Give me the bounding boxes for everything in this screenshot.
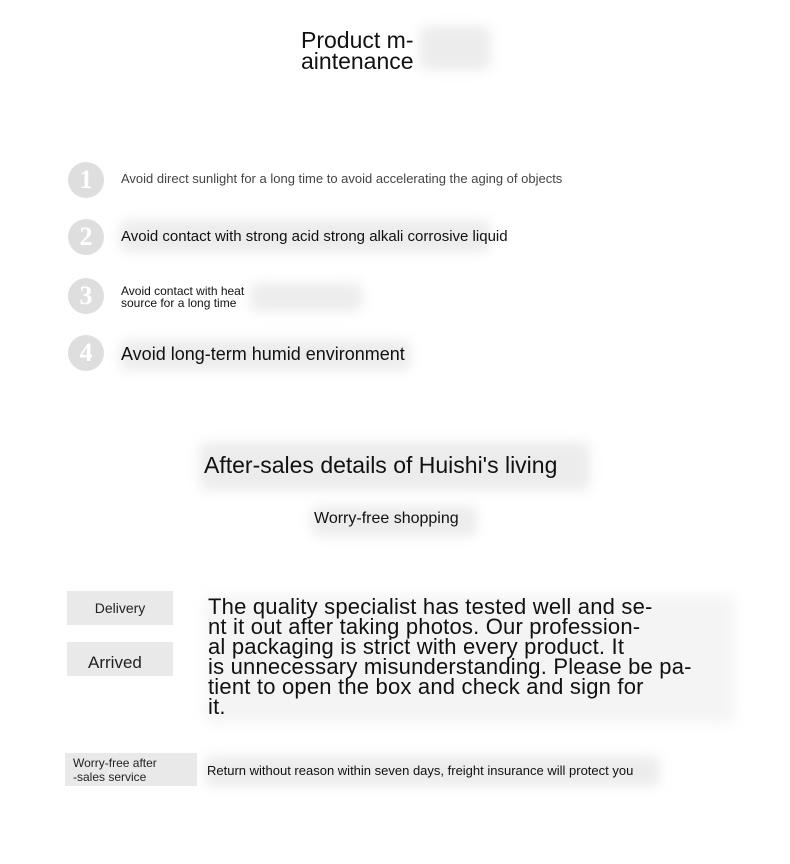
step-text-4: Avoid long-term humid environment xyxy=(121,344,405,364)
delivery-tag: Delivery xyxy=(67,591,173,625)
section-subtitle: Worry-free shopping xyxy=(314,510,459,527)
arrived-tag: Arrived xyxy=(67,642,173,676)
step-text-3: Avoid contact with heat source for a long time xyxy=(121,284,245,310)
section-title: After-sales details of Huishi's living xyxy=(204,452,558,478)
step3-blur xyxy=(250,283,362,311)
step-text-1: Avoid direct sunlight for a long time to avoid accelerating the aging of objects xyxy=(121,171,563,186)
step-text-2: Avoid contact with strong acid strong alkali corrosive liquid xyxy=(121,228,508,245)
step-number-2: 2 xyxy=(68,219,104,255)
after-sales-service-tag: Worry-free after -sales service xyxy=(65,753,197,786)
delivery-description: The quality specialist has tested well and se- nt it out after taking photos. Our profession- al packaging is strict with every product. It is unnecessary misunderstanding. Please be pa- tient to open the box and check and sign for it. xyxy=(208,594,692,719)
after-sales-service-text: Return without reason within seven days, freight insurance will protect you xyxy=(207,763,634,778)
step-number-3: 3 xyxy=(68,278,104,314)
step-number-1: 1 xyxy=(68,162,104,198)
page-title: Product m- aintenance xyxy=(301,27,414,74)
step-number-4: 4 xyxy=(68,335,104,371)
